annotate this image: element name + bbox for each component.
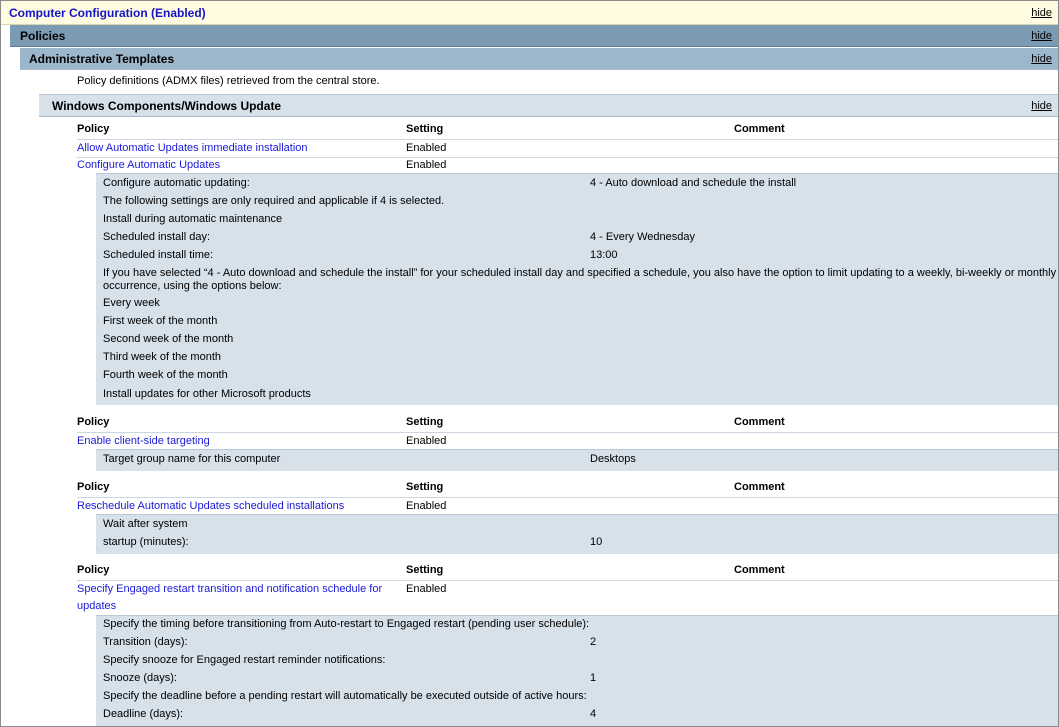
detail-value: 10 — [590, 536, 603, 548]
detail-label: The following settings are only required and applicable if 4 is selected. — [103, 195, 445, 207]
setting-column-header: Setting — [406, 481, 444, 493]
detail-label: Wait after system — [103, 518, 188, 530]
detail-value: 4 - Every Wednesday — [590, 231, 695, 243]
hide-administrative-templates-link[interactable]: hide — [1031, 52, 1052, 65]
detail-label: Target group name for this computer — [103, 453, 281, 465]
comment-column-header: Comment — [734, 481, 785, 493]
policy-link[interactable]: Reschedule Automatic Updates scheduled installations — [77, 500, 345, 512]
policies-header — [10, 25, 1058, 47]
detail-label: Specify the deadline before a pending restart will automatically be executed outside of active hours: — [103, 690, 587, 702]
hide-computer-configuration-link[interactable]: hide — [1031, 6, 1052, 19]
administrative-templates-title: Administrative Templates — [29, 51, 175, 66]
policy-setting: Enabled — [406, 583, 447, 595]
policy-link[interactable]: Specify Engaged restart transition and notification schedule for — [77, 583, 383, 595]
setting-column-header: Setting — [406, 123, 444, 135]
administrative-templates-header — [20, 48, 1058, 70]
admx-source-note: Policy definitions (ADMX files) retrieved from the central store. — [77, 75, 380, 87]
detail-label: Second week of the month — [103, 333, 234, 345]
policy-link[interactable]: Allow Automatic Updates immediate installation — [77, 142, 308, 154]
detail-label: First week of the month — [103, 315, 218, 327]
detail-label: Third week of the month — [103, 351, 222, 363]
detail-label: Scheduled install time: — [103, 249, 214, 261]
detail-label: Snooze (days): — [103, 672, 177, 684]
comment-column-header: Comment — [734, 123, 785, 135]
hide-windows-update-link[interactable]: hide — [1031, 99, 1052, 112]
computer-configuration-title: Computer Configuration (Enabled) — [9, 5, 206, 20]
detail-label: startup (minutes): — [103, 536, 189, 548]
computer-configuration-header — [1, 1, 1058, 25]
policy-column-header: Policy — [77, 123, 110, 135]
detail-label: Specify snooze for Engaged restart reminder notifications: — [103, 654, 386, 666]
setting-column-header: Setting — [406, 416, 444, 428]
policy-setting: Enabled — [406, 142, 447, 154]
policy-link[interactable]: Enable client-side targeting — [77, 435, 210, 447]
policy-column-header: Policy — [77, 564, 110, 576]
policies-title: Policies — [20, 28, 66, 43]
comment-column-header: Comment — [734, 564, 785, 576]
detail-label: If you have selected “4 - Auto download and schedule the install” for your scheduled install day and specified a schedule, you also have the option to limit updating to a weekly, bi-weekly or monthly — [103, 267, 1057, 279]
detail-label: Install during automatic maintenance — [103, 213, 283, 225]
detail-label: Every week — [103, 297, 160, 309]
detail-label: occurrence, using the options below: — [103, 280, 282, 292]
detail-label: Install updates for other Microsoft products — [103, 388, 311, 400]
row-divider — [77, 432, 1058, 433]
detail-value: Desktops — [590, 453, 636, 465]
detail-label: Specify the timing before transitioning from Auto-restart to Engaged restart (pending user schedule): — [103, 618, 590, 630]
policy-setting: Enabled — [406, 435, 447, 447]
policy-details-panel — [96, 514, 1058, 554]
row-divider — [77, 497, 1058, 498]
detail-value: 13:00 — [590, 249, 618, 261]
detail-value: 4 — [590, 708, 597, 720]
hide-policies-link[interactable]: hide — [1031, 29, 1052, 42]
detail-label: Configure automatic updating: — [103, 177, 250, 189]
detail-label: Scheduled install day: — [103, 231, 211, 243]
detail-value: 1 — [590, 672, 597, 684]
windows-update-title: Windows Components/Windows Update — [52, 98, 282, 113]
comment-column-header: Comment — [734, 416, 785, 428]
detail-label: Deadline (days): — [103, 708, 184, 720]
row-divider — [77, 139, 1058, 140]
row-divider — [77, 157, 1058, 158]
policy-link-continued[interactable]: updates — [77, 600, 117, 612]
detail-value: 4 - Auto download and schedule the install — [590, 177, 797, 189]
windows-update-header — [39, 94, 1058, 117]
detail-label: Transition (days): — [103, 636, 188, 648]
setting-column-header: Setting — [406, 564, 444, 576]
policy-column-header: Policy — [77, 416, 110, 428]
detail-label: Fourth week of the month — [103, 369, 228, 381]
policy-setting: Enabled — [406, 159, 447, 171]
policy-link[interactable]: Configure Automatic Updates — [77, 159, 221, 171]
policy-setting: Enabled — [406, 500, 447, 512]
detail-value: 2 — [590, 636, 597, 648]
policy-column-header: Policy — [77, 481, 110, 493]
row-divider — [77, 580, 1058, 581]
policy-details-panel — [96, 615, 1058, 727]
